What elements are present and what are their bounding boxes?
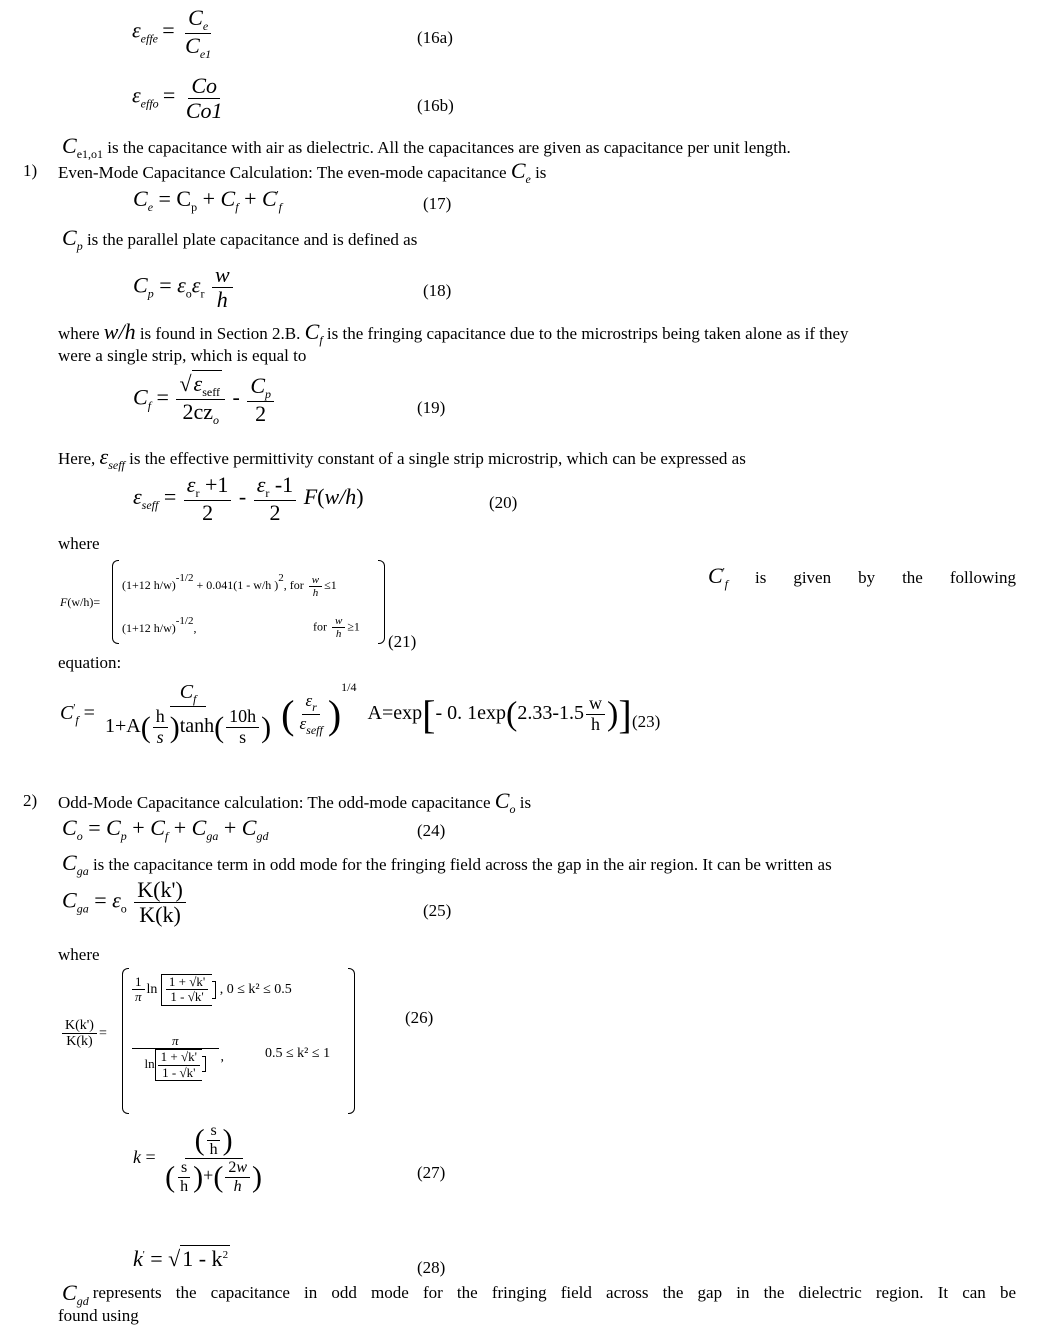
eq18-label: (18): [423, 281, 452, 300]
paragraph-air-dielectric: $C_{e1,o1}$ is the capacitance with air as dielectric. All the capacitances are given as capacitance per unit length.: [62, 133, 791, 161]
paragraph-fringing: where w/h is found in Section 2.B. $C_f$ is the fringing capacitance due to the microstrips being taken alone as if they: [58, 319, 849, 347]
paragraph-air-gap: $C_{ga}$ is the capacitance term in odd mode for the fringing field across the gap in the air region. It can be written as: [62, 850, 832, 878]
list-item-number-1: 1): [23, 161, 38, 180]
eq24-label: (24): [417, 821, 446, 840]
odd-mode-heading: Odd-Mode Capacitance calculation: The odd-mode capacitance $C_o$ is: [58, 788, 532, 816]
eq17-label: (17): [423, 194, 452, 213]
list-item-number-2: 2): [23, 791, 38, 810]
equation-18: $C_p = \varepsilon_o\varepsilon_r$ $\frac{w}{h}$: [133, 263, 235, 312]
equation-25: $C_{ga} = \varepsilon_o$ $\frac{K(k')}{K(k)}$: [62, 878, 188, 927]
equation-27: k = ( $\frac{s}{h}$ ) ( $\frac{s}{h}$ )+( $\frac{2w}{h}$ ): [133, 1122, 262, 1195]
paragraph-parallel-plate: $C_p$ is the parallel plate capacitance and is defined as: [62, 225, 418, 253]
eq26-label: (26): [405, 1008, 434, 1027]
where-label-1: where: [58, 534, 100, 553]
eq21-label: (21): [388, 632, 417, 651]
paragraph-dielectric-gap-line2: found using: [58, 1306, 139, 1325]
paragraph-dielectric-gap: $C_{gd}$ represents the capacitance in odd mode for the fringing field across the gap in the dielectric region. It can be: [62, 1280, 1016, 1308]
equation-21: F(w/h)= (1+12 h/w)-1/2 + 0.041(1 - w/h )2, for $\frac{w}{h}$ ≤1 (1+12 h/w)-1/2, for $\frac{w}{h}$ ≥1: [60, 560, 390, 650]
equation-26: $\frac{K(k')}{K(k)}$ = $\frac{1}{\pi}$ ln $\frac{1 + √k'}{1 - √k'}$ , 0 ≤ k² ≤ 0.5 π ln $\frac{1 + √k'}{1 - √k'}$ , 0.5 ≤ k² ≤ 1: [60, 968, 360, 1116]
equation-28: $k' = √1 - k^2$: [133, 1246, 229, 1271]
eq25-label: (25): [423, 901, 452, 920]
eq20-label: (20): [489, 493, 518, 512]
paragraph-effective-permittivity: Here, $\varepsilon_{seff}$ is the effective permittivity constant of a single strip microstrip, which can be expressed as: [58, 444, 746, 472]
equation-24: $C_o = C_p + C_f + C_{ga} + C_{gd}$: [62, 815, 269, 843]
equation-20: $\varepsilon_{seff}$ = $\frac{\varepsilon_r +1}{2}$ - $\frac{\varepsilon_r -1}{2}$ F(w/h): [133, 472, 364, 526]
eq19-label: (19): [417, 398, 446, 417]
eq23-label: (23): [632, 712, 661, 731]
equation-17: $C_e = C_p + C_f + C'_f$: [133, 186, 282, 214]
even-mode-heading: Even-Mode Capacitance Calculation: The even-mode capacitance $C_e$ is: [58, 158, 547, 186]
where-label-2: where: [58, 945, 100, 964]
equation-word: equation:: [58, 653, 122, 672]
equation-19: $C_f$ = $\frac{√\varepsilon_{seff}}{2cz_o}$ - $\frac{C_p}{2}$: [133, 372, 276, 427]
paragraph-fringing-line2: were a single strip, which is equal to: [58, 346, 307, 365]
eq16a-label: (16a): [417, 28, 453, 47]
equation-23: $C'_f$ = $C_f$ 1+A( $\frac{h}{s}$ )tanh( $\frac{10h}{s}$ ) ( $\frac{\varepsilon_r}{\varepsilon_{seff}}$ )$^{1/4}$ A=exp[- 0. 1exp(2.33-1.5 $\frac{w}{h}$ )]: [60, 680, 632, 747]
eq16b-label: (16b): [417, 96, 454, 115]
equation-16b: $\varepsilon_{effo}$ = $\frac{Co}{Co1}$: [132, 73, 223, 124]
equation-16a: $\varepsilon_{effe}$ = $\frac{C_e}{C_{e1}}$: [132, 5, 212, 62]
eq27-label: (27): [417, 1163, 446, 1182]
eq28-label: (28): [417, 1258, 446, 1277]
cf-prime-intro: $C'_f$ is given by the following: [708, 563, 1016, 591]
